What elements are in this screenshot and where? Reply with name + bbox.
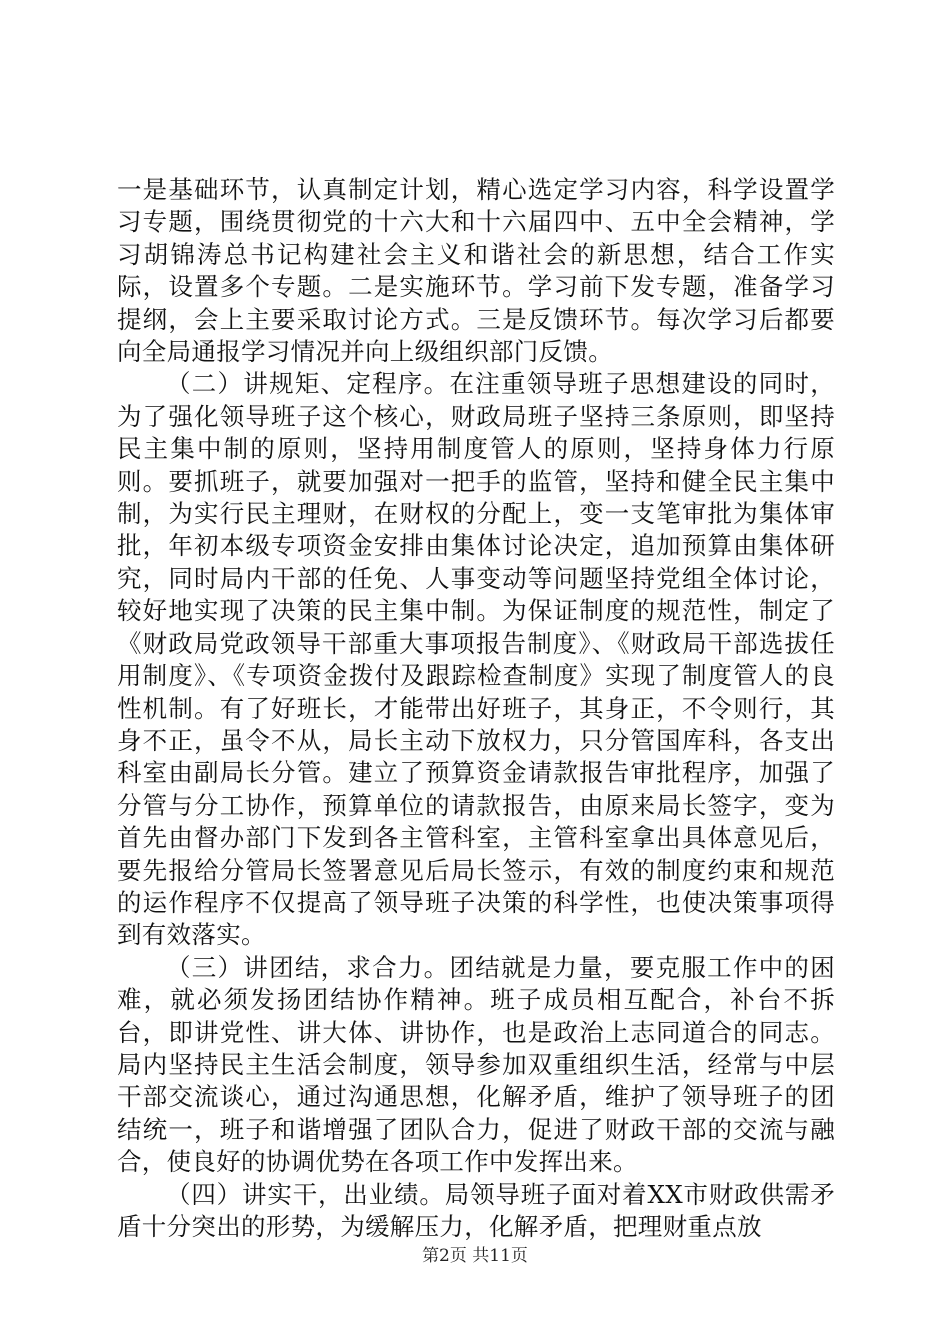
paragraph-rules-procedures: （二）讲规矩、定程序。在注重领导班子思想建设的同时，为了强化领导班子这个核心，财政局班子坚持三条原则，即坚持民主集中制的原则，坚持用制度管人的原则，坚持身体力行原则。要抓班子，就要加强对一把手的监管，坚持和健全民主集中制，为实行民主理财，在财权的分配上，变一支笔审批为集体审批，年初本级专项资金安排由集体讨论决定，追加预算由集体研究，同时局内干部的任免、人事变动等问题坚持党组全体讨论，较好地实现了决策的民主集中制。为保证制度的规范性，制定了《财政局党政领导干部重大事项报告制度》、《财政局干部选拔任用制度》、《专项资金拨付及跟踪检查制度》实现了制度管人的良性机制。有了好班长，才能带出好班子，其身正，不令则行，其身不正，虽令不从，局长主动下放权力，只分管国库科，各支出科室由副局长分管。建立了预算资金请款报告审批程序，加强了分管与分工协作，预算单位的请款报告，由原来局长签字，变为首先由督办部门下发到各主管科室，主管科室拿出具体意见后，要先报给分管局长签署意见后局长签示，有效的制度约束和规范的运作程序不仅提高了领导班子决策的科学性，也使决策事项得到有效落实。 — [117, 369, 835, 950]
document-body — [117, 174, 835, 1243]
page-number-footer: 第2页 共11页 — [422, 1246, 528, 1266]
paragraph-study-links: 一是基础环节，认真制定计划，精心选定学习内容，科学设置学习专题，围绕贯彻党的十六大和十六届四中、五中全会精神，学习胡锦涛总书记构建社会主义和谐社会的新思想，结合工作实际，设置多个专题。二是实施环节。学习前下发专题，准备学习提纲，会上主要采取讨论方式。三是反馈环节。每次学习后都要向全局通报学习情况并向上级组织部门反馈。 — [117, 175, 835, 367]
paragraph-practical-work: （四）讲实干，出业绩。局领导班子面对着XX市财政供需矛盾十分突出的形势，为缓解压力，化解矛盾，把理财重点放 — [117, 1179, 835, 1241]
paragraph-unity: （三）讲团结，求合力。团结就是力量，要克服工作中的困难，就必须发扬团结协作精神。班子成员相互配合，补台不拆台，即讲党性、讲大体、讲协作，也是政治上志同道合的同志。局内坚持民主生活会制度，领导参加双重组织生活，经常与中层干部交流谈心，通过沟通思想，化解矛盾，维护了领导班子的团结统一，班子和谐增强了团队合力，促进了财政干部的交流与融合，使良好的协调优势在各项工作中发挥出来。 — [117, 952, 835, 1177]
